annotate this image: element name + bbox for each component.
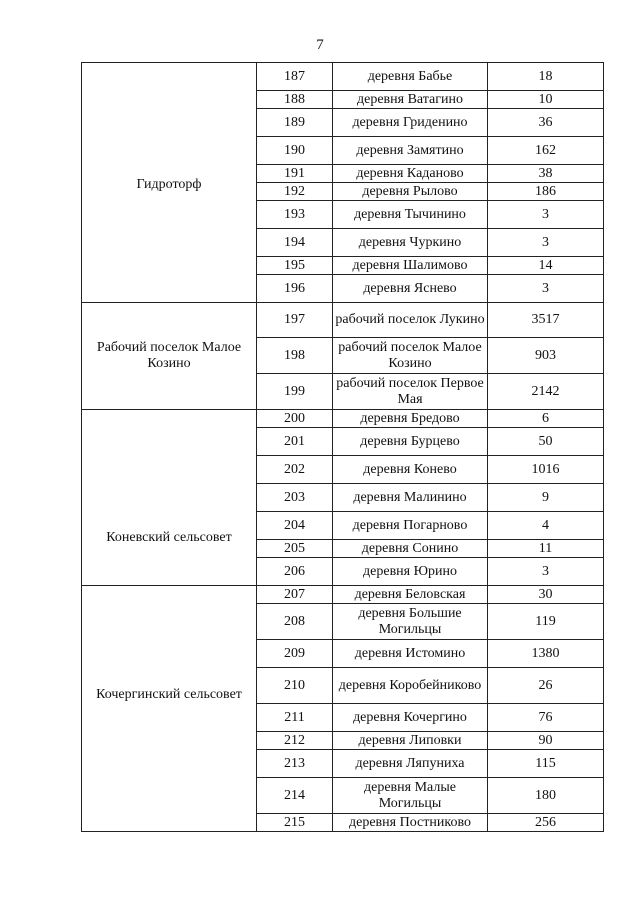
settlement-name: деревня Тычинино [333, 201, 488, 229]
settlement-name: деревня Кочергино [333, 704, 488, 732]
settlement-name: деревня Шалимово [333, 257, 488, 275]
population-value: 903 [488, 338, 604, 374]
population-value: 30 [488, 586, 604, 604]
row-number: 208 [257, 604, 333, 640]
row-number: 210 [257, 668, 333, 704]
population-value: 186 [488, 183, 604, 201]
settlement-name: деревня Гриденино [333, 109, 488, 137]
group-cell [82, 303, 257, 410]
group-name: Рабочий поселок Малое Козино [96, 340, 242, 371]
row-number: 194 [257, 229, 333, 257]
row-number: 205 [257, 540, 333, 558]
settlement-name: деревня Сонино [333, 540, 488, 558]
settlement-name: деревня Рылово [333, 183, 488, 201]
table-row [82, 410, 604, 428]
settlement-name: деревня Замятино [333, 137, 488, 165]
row-number: 192 [257, 183, 333, 201]
settlement-name: деревня Юрино [333, 558, 488, 586]
population-value: 256 [488, 814, 604, 832]
population-value: 3517 [488, 303, 604, 338]
page-number: 7 [316, 37, 324, 53]
settlement-name: деревня Бабье [333, 63, 488, 91]
population-value: 115 [488, 750, 604, 778]
settlement-name: деревня Постниково [333, 814, 488, 832]
population-value: 3 [488, 201, 604, 229]
population-value: 11 [488, 540, 604, 558]
population-value: 10 [488, 91, 604, 109]
population-value: 18 [488, 63, 604, 91]
row-number: 199 [257, 374, 333, 410]
group-cell [82, 586, 257, 832]
row-number: 195 [257, 257, 333, 275]
settlement-name: деревня Бредово [333, 410, 488, 428]
population-value: 180 [488, 778, 604, 814]
row-number: 198 [257, 338, 333, 374]
row-number: 191 [257, 165, 333, 183]
group-name: Гидроторф [136, 176, 202, 192]
row-number: 215 [257, 814, 333, 832]
settlement-table [81, 62, 604, 832]
settlement-name: деревня Малинино [333, 484, 488, 512]
population-value: 36 [488, 109, 604, 137]
table-row [82, 586, 604, 604]
settlement-name: рабочий поселок Первое Мая [333, 374, 488, 410]
population-value: 26 [488, 668, 604, 704]
table-row [82, 303, 604, 338]
row-number: 196 [257, 275, 333, 303]
row-number: 187 [257, 63, 333, 91]
row-number: 213 [257, 750, 333, 778]
settlement-name: деревня Чуркино [333, 229, 488, 257]
population-value: 1380 [488, 640, 604, 668]
group-name: Кочергинский сельсовет [96, 686, 242, 702]
row-number: 214 [257, 778, 333, 814]
group-cell [82, 410, 257, 586]
population-value: 1016 [488, 456, 604, 484]
population-value: 76 [488, 704, 604, 732]
row-number: 190 [257, 137, 333, 165]
population-value: 6 [488, 410, 604, 428]
row-number: 212 [257, 732, 333, 750]
row-number: 202 [257, 456, 333, 484]
population-value: 162 [488, 137, 604, 165]
row-number: 189 [257, 109, 333, 137]
population-value: 50 [488, 428, 604, 456]
row-number: 207 [257, 586, 333, 604]
population-value: 3 [488, 275, 604, 303]
row-number: 206 [257, 558, 333, 586]
row-number: 211 [257, 704, 333, 732]
settlement-name: деревня Ляпуниха [333, 750, 488, 778]
settlement-name: деревня Каданово [333, 165, 488, 183]
settlement-name: деревня Яснево [333, 275, 488, 303]
settlement-name: деревня Конево [333, 456, 488, 484]
population-value: 119 [488, 604, 604, 640]
settlement-name: деревня Истомино [333, 640, 488, 668]
population-value: 2142 [488, 374, 604, 410]
settlement-name: деревня Беловская [333, 586, 488, 604]
population-value: 4 [488, 512, 604, 540]
row-number: 204 [257, 512, 333, 540]
row-number: 188 [257, 91, 333, 109]
group-cell [82, 63, 257, 303]
settlement-name: деревня Большие Могильцы [333, 604, 488, 640]
population-value: 9 [488, 484, 604, 512]
row-number: 197 [257, 303, 333, 338]
row-number: 193 [257, 201, 333, 229]
row-number: 209 [257, 640, 333, 668]
table-row [82, 63, 604, 91]
row-number: 200 [257, 410, 333, 428]
population-value: 38 [488, 165, 604, 183]
row-number: 201 [257, 428, 333, 456]
row-number: 203 [257, 484, 333, 512]
population-value: 3 [488, 558, 604, 586]
settlement-name: деревня Коробейниково [333, 668, 488, 704]
settlement-name: деревня Бурцево [333, 428, 488, 456]
settlement-name: рабочий поселок Лукино [333, 303, 488, 338]
settlement-name: деревня Липовки [333, 732, 488, 750]
population-value: 3 [488, 229, 604, 257]
population-value: 14 [488, 257, 604, 275]
settlement-name: рабочий поселок Малое Козино [333, 338, 488, 374]
group-name: Коневский сельсовет [106, 529, 232, 545]
settlement-name: деревня Малые Могильцы [333, 778, 488, 814]
settlement-name: деревня Погарново [333, 512, 488, 540]
settlement-name: деревня Ватагино [333, 91, 488, 109]
population-value: 90 [488, 732, 604, 750]
